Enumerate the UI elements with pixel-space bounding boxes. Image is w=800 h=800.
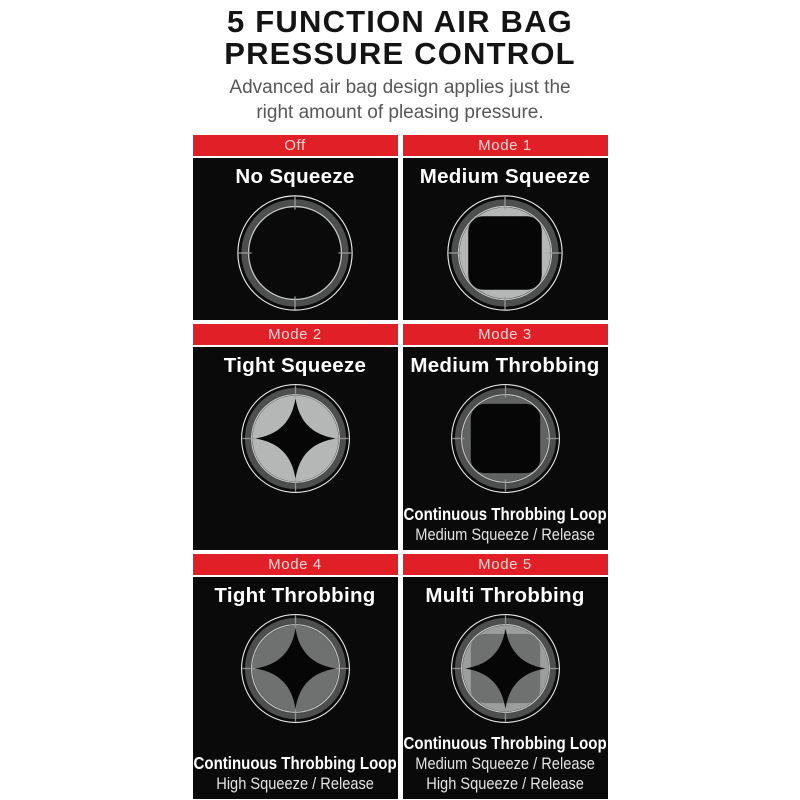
page-title-line2: PRESSURE CONTROL — [224, 35, 576, 71]
loop-title: Continuous Throbbing Loop — [403, 732, 607, 753]
dial-multi-throbbing-icon — [447, 610, 564, 727]
squeeze-title: Tight Squeeze — [223, 354, 367, 378]
grid-row-2 — [193, 324, 608, 550]
panel-mode-2 — [193, 324, 398, 550]
mode-bar-2 — [193, 324, 398, 345]
mode-bar-3 — [403, 324, 608, 345]
loop-line: Medium Squeeze / Release — [415, 524, 595, 544]
panel-mode-4 — [193, 554, 398, 799]
loop-line: Medium Squeeze / Release — [415, 753, 595, 773]
dial-open-icon — [233, 191, 357, 315]
mode-bar-5 — [403, 554, 608, 575]
mode-bar-off — [193, 135, 398, 156]
loop-title: Continuous Throbbing Loop — [193, 752, 397, 773]
dial-medium-squeeze-icon — [443, 191, 567, 315]
panel-off — [193, 135, 398, 320]
mode-cell-1 — [403, 158, 608, 320]
mode-bar-label: Mode 1 — [478, 137, 532, 155]
squeeze-title: No Squeeze — [235, 165, 355, 189]
mode-cell-4 — [193, 577, 398, 799]
mode-bar-label: Mode 5 — [478, 556, 532, 574]
grid-row-1 — [193, 135, 608, 320]
loop-description — [387, 733, 623, 795]
mode-bar-label: Mode 2 — [268, 326, 322, 344]
mode-bar-1 — [403, 135, 608, 156]
subtitle-line1: Advanced air bag design applies just the — [229, 76, 571, 98]
panel-mode-5 — [403, 554, 608, 799]
mode-bar-label: Off — [284, 137, 306, 155]
page-title — [0, 6, 800, 70]
mode-bar-label: Mode 4 — [268, 556, 322, 574]
mode-bar-label: Mode 3 — [478, 326, 532, 344]
panel-mode-1 — [403, 135, 608, 320]
loop-line: High Squeeze / Release — [426, 773, 584, 793]
loop-title: Continuous Throbbing Loop — [403, 503, 607, 524]
page-title-line1: 5 FUNCTION AIR BAG — [227, 4, 573, 39]
loop-line: High Squeeze / Release — [216, 773, 374, 793]
subtitle-line2: right amount of pleasing pressure. — [256, 102, 544, 124]
mode-cell-3 — [403, 347, 608, 550]
loop-description — [387, 504, 623, 545]
dial-tight-squeeze-icon — [237, 380, 354, 497]
loop-description — [177, 753, 413, 794]
dial-tight-throbbing-icon — [237, 610, 354, 727]
grid-row-3 — [193, 554, 608, 799]
squeeze-title: Tight Throbbing — [214, 584, 376, 608]
mode-cell-2 — [193, 347, 398, 550]
dial-medium-throbbing-icon — [447, 380, 564, 497]
squeeze-title: Medium Throbbing — [410, 354, 600, 378]
header — [0, 0, 800, 125]
squeeze-title: Medium Squeeze — [419, 165, 591, 189]
mode-bar-4 — [193, 554, 398, 575]
squeeze-title: Multi Throbbing — [425, 584, 585, 608]
mode-cell-5 — [403, 577, 608, 799]
modes-grid — [193, 135, 608, 799]
mode-cell-off — [193, 158, 398, 320]
subtitle — [0, 75, 800, 126]
panel-mode-3 — [403, 324, 608, 550]
